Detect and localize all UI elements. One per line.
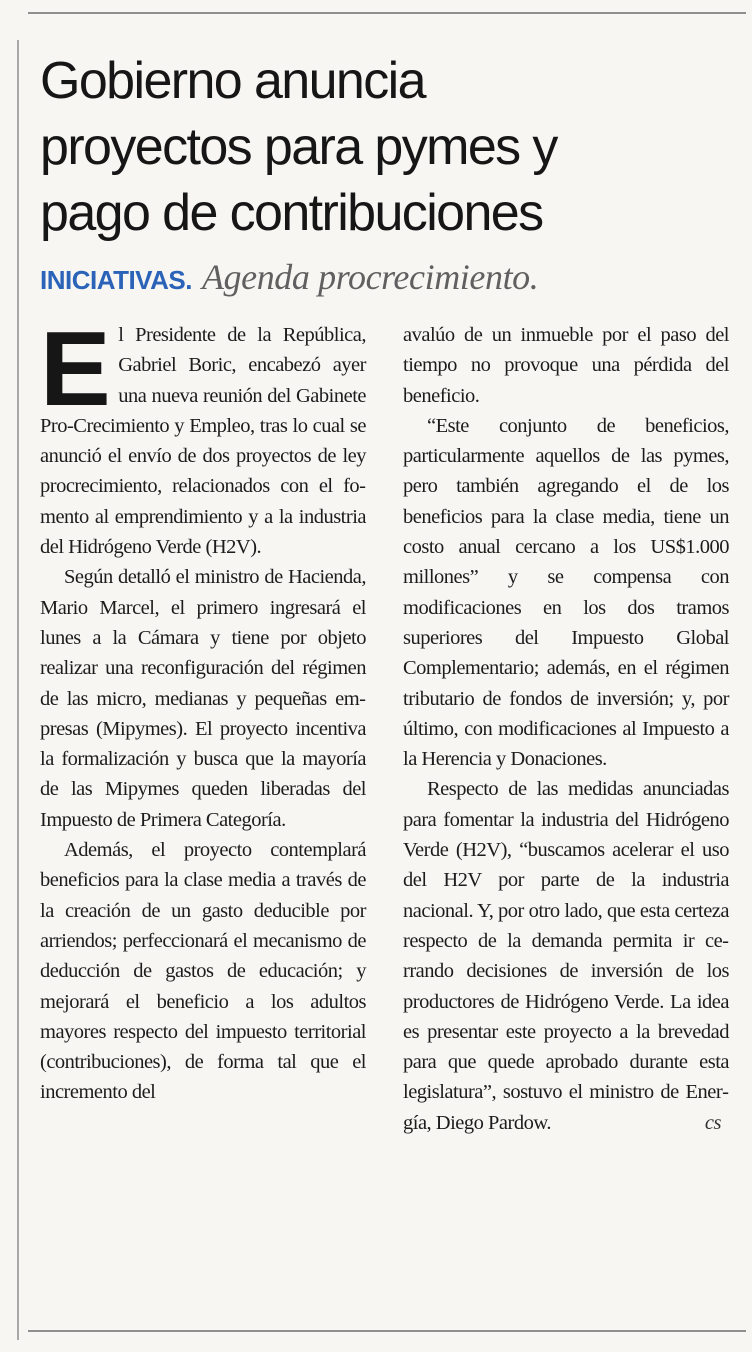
headline-line: pago de contribuciones — [40, 184, 543, 242]
kicker-subtitle: Agenda procrecimiento. — [201, 257, 539, 297]
end-of-article-mark: cs — [704, 1111, 721, 1134]
article-paragraph — [40, 310, 366, 562]
article-paragraph — [403, 774, 729, 1138]
article-kicker — [40, 256, 538, 298]
article-paragraph: avalúo de un inmueble por el paso del tiempo no provoque una pérdida del beneficio. — [403, 324, 729, 407]
top-rule — [28, 12, 746, 14]
article-paragraph: “Este conjunto de beneficios, particularmente aquellos de las pymes, pero también agregando el de los beneficios para la clase media, tiene un costo anual cercano a los US$1.000 millones” y se compensa con modificaciones en los dos tramos superiores del Impuesto Global Complementario; además, en el régimen tributario de fondos de inversión; y, por último, con modificaciones al Impuesto a la Herencia y Donaciones. — [403, 414, 729, 771]
paragraph-text: l Presidente de la República, Gabriel Boric, encabezó ayer una nueva reunión del Gabinete Pro-Crecimiento y Empleo, tras lo cual se anunció el envío de dos proyectos de ley procrecimiento, relacionados con el fomento al emprendimiento y a la industria del Hidrógeno Verde (H2V). — [40, 324, 366, 559]
article-headline — [40, 48, 740, 246]
headline-line: proyectos para pymes y — [40, 118, 557, 176]
paragraph-text: Respecto de las medidas anunciadas para fomentar la industria del Hidrógeno Verde (H2V), “buscamos acelerar el uso del H2V por parte de la industria nacional. Y, por otro lado, que esta certeza respecto de la demanda permita ir cerrando decisiones de inversión de los productores de Hidrógeno Verde. La idea es presentar este proyecto a la brevedad para que quede aprobado durante esta legislatura”, sostuvo el ministro de Energía, Diego Pardow. — [403, 778, 729, 1134]
kicker-tag: INICIATIVAS. — [40, 265, 192, 295]
headline-line: Gobierno anuncia — [40, 52, 425, 110]
article-column-right — [403, 320, 729, 1138]
article-paragraph: Según detalló el ministro de Hacienda, Mario Marcel, el primero ingresará el lunes a la Cámara y tiene por objeto realizar una reconfiguración del régimen de las micro, medianas y pequeñas empresas (Mipymes). El proyecto incentiva la formalización y busca que la mayoría de las Mipymes queden liberadas del Impuesto de Primera Categoría. — [40, 566, 366, 831]
article-paragraph: Además, el proyecto contemplará beneficios para la clase media a través de la creación de un gasto deducible por arriendos; perfeccionará el mecanismo de deducción de gastos de educación; y mejorará el beneficio a los adultos mayores respecto del impuesto territorial (contribuciones), de forma tal que el incremento del — [40, 839, 366, 1104]
drop-cap: E — [40, 310, 111, 428]
left-margin-rule — [17, 40, 19, 1340]
bottom-rule — [28, 1330, 746, 1332]
article-column-left — [40, 310, 366, 1108]
